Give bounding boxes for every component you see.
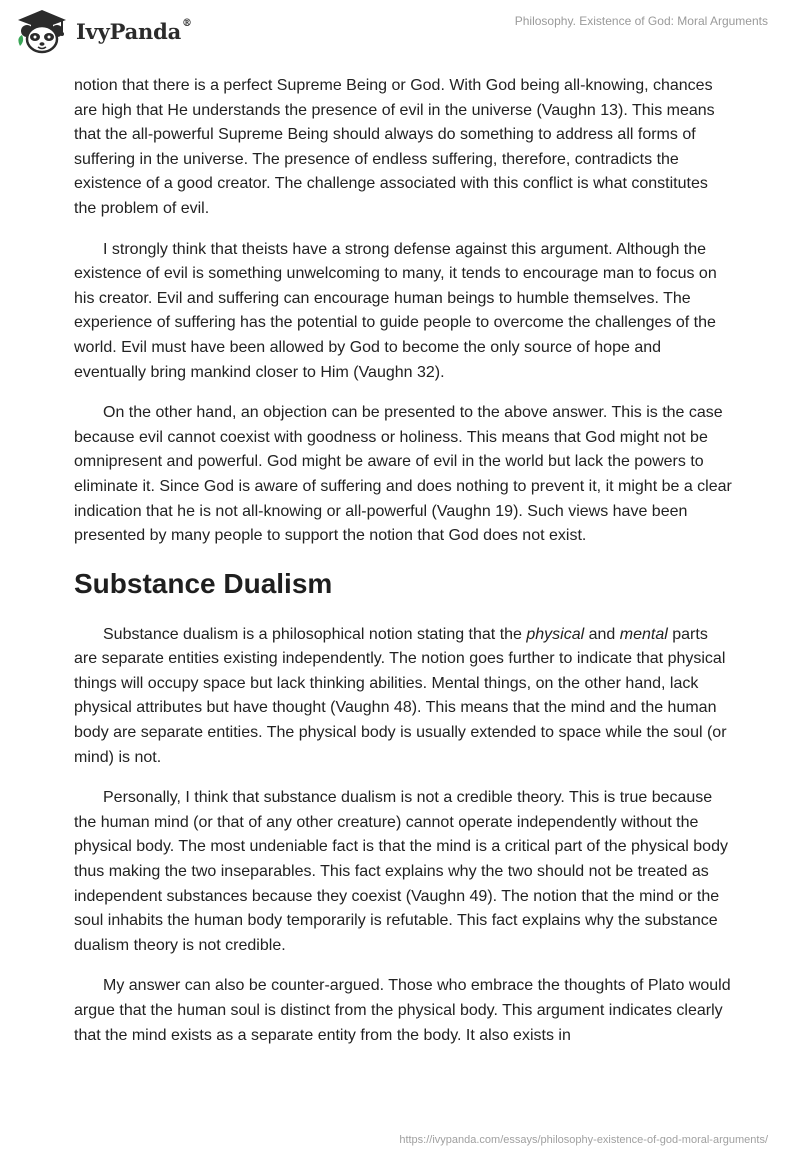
paragraph-6: My answer can also be counter-argued. Those who embrace the thoughts of Plato would argue that the human soul is distinct from the physical body. This argument indicates clearly that the mind exists as a separate entity from the body. It also exists in xyxy=(74,977,731,1044)
page-header xyxy=(0,0,800,70)
paragraph-2: I strongly think that theists have a strong defense against this argument. Although the existence of evil is something unwelcoming to many, it tends to encourage man to focus on his creator. Evil and suffering can encourage human beings to humble themselves. The experience of suffering has the potential to guide people to overcome the challenges of the world. Evil must have been allowed by God to become the only source of hope and eventually bring mankind closer to Him (Vaughn 32). xyxy=(74,240,717,381)
paragraph-5: Personally, I think that substance dualism is not a credible theory. This is true because the human mind (or that of any other creature) cannot operate independently without the physical body. The most undeniable fact is that the mind is a critical part of the physical body thus making the two inseparables. This fact explains why the two should not be treated as independent substances because they coexist (Vaughn 49). The notion that the mind or the soul inhabits the human body temporarily is refutable. This fact explains why the substance dualism theory is not credible. xyxy=(74,789,728,954)
brand-name xyxy=(76,17,192,44)
paragraph-3: On the other hand, an objection can be presented to the above answer. This is the case because evil cannot coexist with goodness or holiness. This means that God might not be omnipresent and powerful. God might be aware of evil in the world but lack the powers to eliminate it. Since God is aware of suffering and does nothing to prevent it, it might be a clear indication that he is not all-knowing or all-powerful (Vaughn 19). Such views have been presented by many people to support the notion that God does not exist. xyxy=(74,404,732,545)
panda-logo-icon xyxy=(14,8,70,54)
section-heading: Substance Dualism xyxy=(74,567,333,599)
logo[interactable] xyxy=(14,8,192,54)
paragraph-1: notion that there is a perfect Supreme Being or God. With God being all-knowing, chances are high that He understands the presence of evil in the universe (Vaughn 13). This means that the all-powerful Supreme Being should always do something to address all forms of suffering in the universe. The presence of endless suffering, therefore, contradicts the existence of a good creator. The challenge associated with this conflict is what constitutes the problem of evil. xyxy=(74,77,715,217)
registered-mark: ® xyxy=(182,17,192,29)
document-title: Philosophy. Existence of God: Moral Arguments xyxy=(514,14,768,28)
emphasis-mental: mental xyxy=(619,625,668,643)
paragraph-4-part: parts are separate entities existing independently. The notion goes further to indicate that physical things will occupy space but lack thinking abilities. Mental things, on the other hand, lack physical attributes but have thought (Vaughn 48). This means that the mind and the human body are separate entities. The physical body is usually extended to space while the soul (or mind) is not. xyxy=(74,625,727,766)
paragraph-4-part: Substance dualism is a philosophical notion stating that the xyxy=(103,625,527,643)
source-url[interactable]: https://ivypanda.com/essays/philosophy-existence-of-god-moral-arguments/ xyxy=(399,1134,768,1146)
emphasis-physical: physical xyxy=(526,625,585,643)
brand-text: IvyPanda xyxy=(76,18,182,44)
essay-body xyxy=(74,74,734,1064)
paragraph-4-part: and xyxy=(584,625,620,643)
paragraph-4 xyxy=(74,623,734,771)
